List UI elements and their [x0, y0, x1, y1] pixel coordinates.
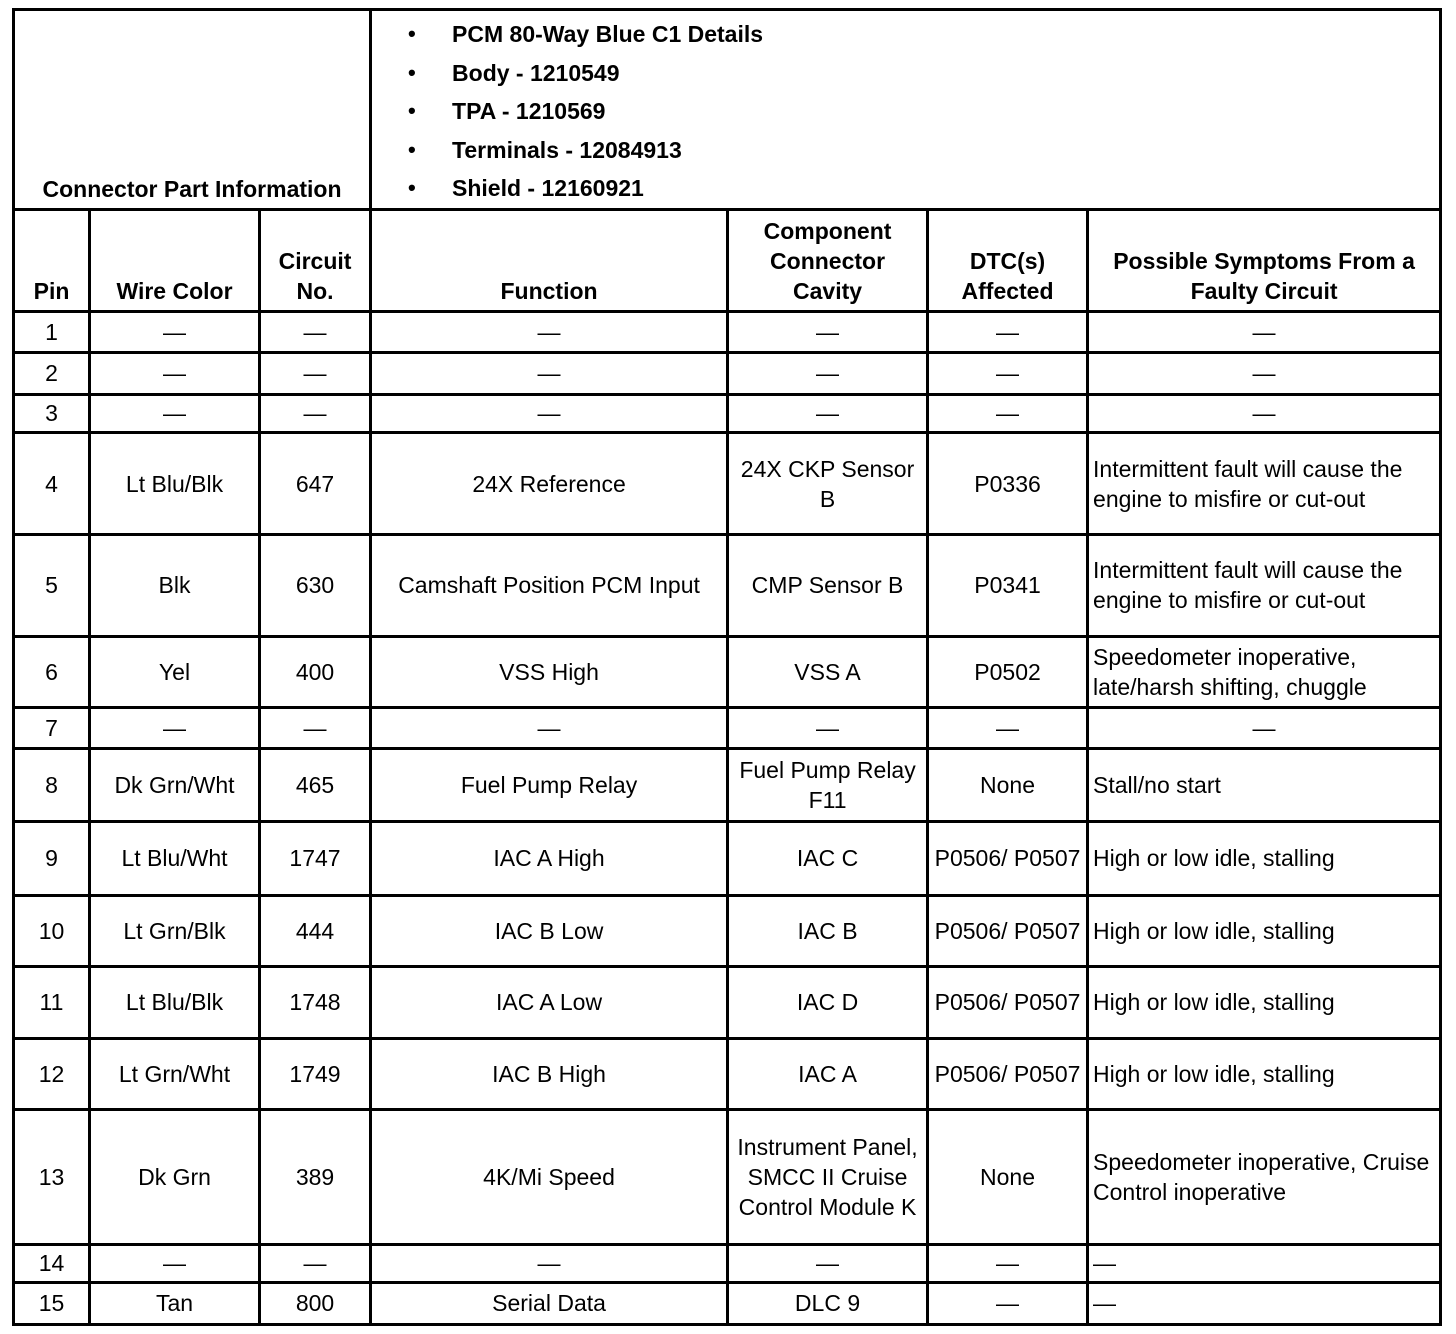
cell-function: IAC B High	[371, 1038, 728, 1109]
cell-function: 24X Reference	[371, 432, 728, 534]
part-info-row	[14, 10, 1441, 210]
cell-cavity: VSS A	[728, 636, 928, 707]
cell-symptoms: Stall/no start	[1088, 749, 1441, 822]
cell-symptoms: High or low idle, stalling	[1088, 822, 1441, 895]
cell-symptoms: High or low idle, stalling	[1088, 1038, 1441, 1109]
cell-circuit: 800	[260, 1282, 371, 1324]
cell-dtc: P0506/ P0507	[928, 822, 1088, 895]
cell-circuit: —	[260, 394, 371, 432]
cell-circuit: 465	[260, 749, 371, 822]
cell-dtc: P0341	[928, 535, 1088, 636]
table-row	[14, 749, 1441, 822]
cell-cavity: —	[728, 311, 928, 352]
cell-pin: 15	[14, 1282, 90, 1324]
table-row	[14, 352, 1441, 394]
cell-cavity: IAC C	[728, 822, 928, 895]
cell-cavity: IAC D	[728, 966, 928, 1038]
detail-item: • Terminals - 12084913	[408, 131, 1439, 170]
cell-symptoms: High or low idle, stalling	[1088, 966, 1441, 1038]
cell-cavity: —	[728, 352, 928, 394]
part-info-details	[371, 10, 1441, 210]
cell-wire-color: —	[90, 707, 260, 748]
cell-circuit: 389	[260, 1110, 371, 1244]
cell-dtc: P0502	[928, 636, 1088, 707]
cell-wire-color: —	[90, 394, 260, 432]
header-function: Function	[371, 210, 728, 311]
cell-cavity: IAC B	[728, 895, 928, 966]
cell-function: —	[371, 707, 728, 748]
cell-function: VSS High	[371, 636, 728, 707]
cell-pin: 2	[14, 352, 90, 394]
cell-cavity: Fuel Pump Relay F11	[728, 749, 928, 822]
cell-function: Camshaft Position PCM Input	[371, 535, 728, 636]
cell-dtc: —	[928, 1282, 1088, 1324]
cell-pin: 8	[14, 749, 90, 822]
cell-wire-color: Lt Grn/Blk	[90, 895, 260, 966]
cell-cavity: DLC 9	[728, 1282, 928, 1324]
cell-pin: 11	[14, 966, 90, 1038]
cell-dtc: —	[928, 394, 1088, 432]
cell-wire-color: Yel	[90, 636, 260, 707]
cell-symptoms: High or low idle, stalling	[1088, 895, 1441, 966]
cell-cavity: CMP Sensor B	[728, 535, 928, 636]
cell-pin: 1	[14, 311, 90, 352]
detail-item: • Body - 1210549	[408, 54, 1439, 93]
part-details-list	[408, 15, 1439, 208]
header-dtc: DTC(s) Affected	[928, 210, 1088, 311]
cell-wire-color: —	[90, 311, 260, 352]
cell-circuit: 400	[260, 636, 371, 707]
cell-dtc: None	[928, 749, 1088, 822]
cell-pin: 12	[14, 1038, 90, 1109]
cell-symptoms: Speedometer inoperative, late/harsh shifting, chuggle	[1088, 636, 1441, 707]
cell-cavity: —	[728, 394, 928, 432]
cell-wire-color: Lt Grn/Wht	[90, 1038, 260, 1109]
table-row	[14, 394, 1441, 432]
cell-symptoms: —	[1088, 707, 1441, 748]
cell-symptoms: Speedometer inoperative, Cruise Control inoperative	[1088, 1110, 1441, 1244]
table-row	[14, 707, 1441, 748]
cell-function: —	[371, 352, 728, 394]
header-pin: Pin	[14, 210, 90, 311]
cell-wire-color: Tan	[90, 1282, 260, 1324]
cell-wire-color: —	[90, 1244, 260, 1282]
cell-pin: 10	[14, 895, 90, 966]
cell-wire-color: —	[90, 352, 260, 394]
cell-circuit: 630	[260, 535, 371, 636]
cell-cavity: —	[728, 1244, 928, 1282]
cell-circuit: 444	[260, 895, 371, 966]
cell-wire-color: Lt Blu/Blk	[90, 966, 260, 1038]
cell-dtc: P0506/ P0507	[928, 1038, 1088, 1109]
cell-dtc: P0506/ P0507	[928, 966, 1088, 1038]
header-symptoms: Possible Symptoms From a Faulty Circuit	[1088, 210, 1441, 311]
cell-wire-color: Lt Blu/Wht	[90, 822, 260, 895]
cell-dtc: None	[928, 1110, 1088, 1244]
connector-table	[12, 8, 1442, 1326]
cell-circuit: 1749	[260, 1038, 371, 1109]
cell-pin: 3	[14, 394, 90, 432]
cell-circuit: —	[260, 311, 371, 352]
detail-item: • Shield - 12160921	[408, 169, 1439, 208]
table-row	[14, 1110, 1441, 1244]
table-row	[14, 535, 1441, 636]
table-row	[14, 822, 1441, 895]
cell-symptoms: —	[1088, 394, 1441, 432]
cell-cavity: 24X CKP Sensor B	[728, 432, 928, 534]
table-row	[14, 636, 1441, 707]
cell-dtc: —	[928, 352, 1088, 394]
cell-symptoms: Intermittent fault will cause the engine to misfire or cut-out	[1088, 535, 1441, 636]
cell-dtc: P0506/ P0507	[928, 895, 1088, 966]
cell-symptoms: Intermittent fault will cause the engine to misfire or cut-out	[1088, 432, 1441, 534]
cell-function: Fuel Pump Relay	[371, 749, 728, 822]
cell-symptoms: —	[1088, 1282, 1441, 1324]
cell-symptoms: —	[1088, 1244, 1441, 1282]
header-circuit: Circuit No.	[260, 210, 371, 311]
cell-pin: 7	[14, 707, 90, 748]
header-cavity: Component Connector Cavity	[728, 210, 928, 311]
header-row	[14, 210, 1441, 311]
cell-circuit: 1747	[260, 822, 371, 895]
cell-circuit: —	[260, 707, 371, 748]
table-row	[14, 1244, 1441, 1282]
cell-circuit: —	[260, 352, 371, 394]
cell-circuit: 1748	[260, 966, 371, 1038]
cell-function: 4K/Mi Speed	[371, 1110, 728, 1244]
cell-wire-color: Dk Grn	[90, 1110, 260, 1244]
table-row	[14, 1038, 1441, 1109]
cell-pin: 6	[14, 636, 90, 707]
cell-function: IAC A Low	[371, 966, 728, 1038]
cell-function: Serial Data	[371, 1282, 728, 1324]
cell-cavity: Instrument Panel, SMCC II Cruise Control Module K	[728, 1110, 928, 1244]
cell-pin: 5	[14, 535, 90, 636]
cell-function: —	[371, 311, 728, 352]
part-info-label: Connector Part Information	[14, 10, 371, 210]
header-wire-color: Wire Color	[90, 210, 260, 311]
cell-dtc: —	[928, 311, 1088, 352]
detail-item: • PCM 80-Way Blue C1 Details	[408, 15, 1439, 54]
cell-cavity: IAC A	[728, 1038, 928, 1109]
cell-pin: 4	[14, 432, 90, 534]
cell-cavity: —	[728, 707, 928, 748]
table-row	[14, 432, 1441, 534]
cell-wire-color: Dk Grn/Wht	[90, 749, 260, 822]
table-row	[14, 895, 1441, 966]
cell-wire-color: Blk	[90, 535, 260, 636]
table-row	[14, 966, 1441, 1038]
cell-pin: 9	[14, 822, 90, 895]
cell-circuit: —	[260, 1244, 371, 1282]
cell-function: —	[371, 394, 728, 432]
cell-pin: 14	[14, 1244, 90, 1282]
cell-function: IAC B Low	[371, 895, 728, 966]
cell-function: —	[371, 1244, 728, 1282]
cell-function: IAC A High	[371, 822, 728, 895]
cell-pin: 13	[14, 1110, 90, 1244]
table-row	[14, 311, 1441, 352]
cell-symptoms: —	[1088, 352, 1441, 394]
table-row	[14, 1282, 1441, 1324]
table-body	[14, 311, 1441, 1324]
cell-dtc: —	[928, 707, 1088, 748]
cell-symptoms: —	[1088, 311, 1441, 352]
detail-item: • TPA - 1210569	[408, 92, 1439, 131]
cell-dtc: —	[928, 1244, 1088, 1282]
cell-dtc: P0336	[928, 432, 1088, 534]
cell-circuit: 647	[260, 432, 371, 534]
cell-wire-color: Lt Blu/Blk	[90, 432, 260, 534]
